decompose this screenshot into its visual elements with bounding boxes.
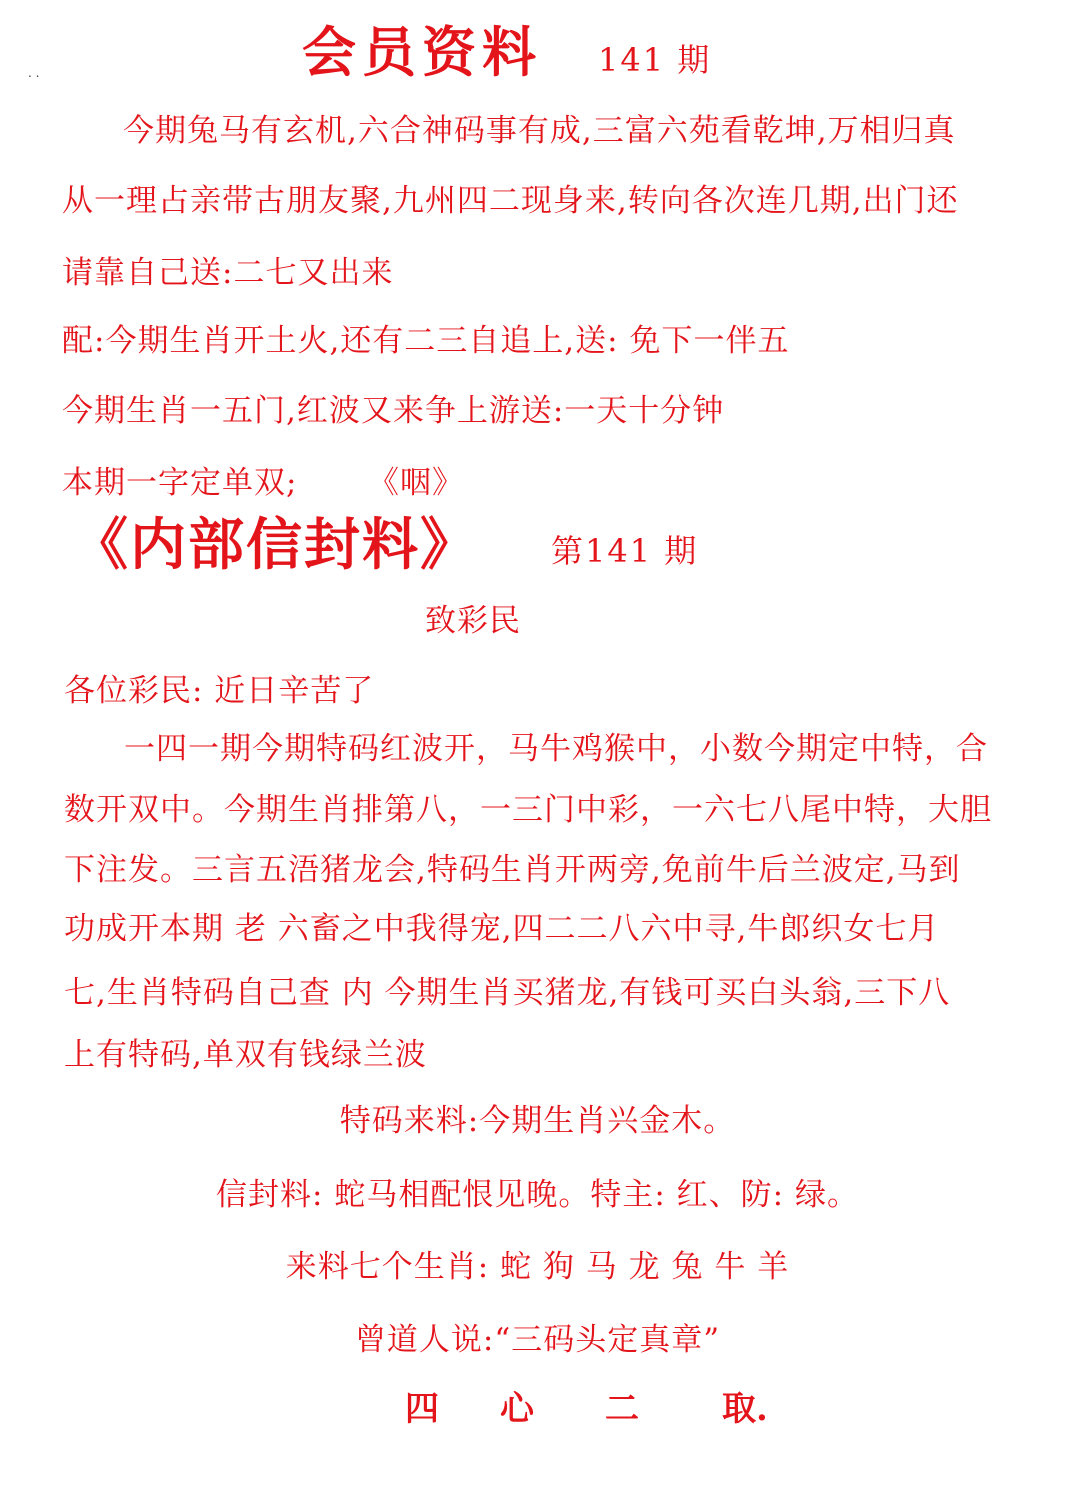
envelope-line-6: 上有特码,单双有钱绿兰波 bbox=[64, 1037, 427, 1073]
envelope-line-4: 功成开本期 老 六畜之中我得宠,四二二八六中寻,牛郎织女七月 bbox=[64, 911, 940, 947]
envelope-title: 《内部信封料》 bbox=[72, 513, 478, 578]
footer-char-4: 取. bbox=[722, 1389, 768, 1429]
special-code-material: 特码来料:今期生肖兴金木。 bbox=[339, 1103, 736, 1139]
envelope-line-5: 七,生肖特码自己查 内 今期生肖买猪龙,有钱可买白头翁,三下八 bbox=[64, 975, 951, 1011]
footer-char-3: 二 bbox=[605, 1389, 639, 1429]
issue-number: 141 期 bbox=[598, 41, 712, 79]
greeting: 各位彩民: 近日辛苦了 bbox=[64, 673, 375, 709]
envelope-line-2: 数开双中。今期生肖排第八，一三门中彩，一六七八尾中特，大胆 bbox=[64, 792, 992, 828]
member-line-2: 从一理占亲带古朋友聚,九州四二现身来,转向各次连几期,出门还 bbox=[62, 183, 959, 219]
member-line-5: 今期生肖一五门,红波又来争上游送:一天十分钟 bbox=[62, 393, 725, 429]
envelope-line-1: 一四一期今期特码红波开，马牛鸡猴中，小数今期定中特，合 bbox=[124, 731, 988, 767]
envelope-issue: 第141 期 bbox=[551, 532, 699, 570]
footer-char-2: 心 bbox=[500, 1389, 534, 1429]
single-double-value: 《咽》 bbox=[368, 465, 464, 501]
member-line-3: 请靠自己送:二七又出来 bbox=[62, 255, 394, 291]
envelope-line-3: 下注发。三言五浯猪龙会,特码生肖开两旁,免前牛后兰波定,马到 bbox=[64, 852, 961, 888]
saying-line: 曾道人说:“三码头定真章” bbox=[354, 1322, 721, 1358]
envelope-subtitle: 致彩民 bbox=[425, 603, 521, 639]
envelope-material: 信封料: 蛇马相配恨见晚。特主: 红、防: 绿。 bbox=[216, 1177, 859, 1213]
page-title: 会员资料 bbox=[302, 21, 542, 84]
seven-zodiac-line: 来料七个生肖: 蛇 狗 马 龙 兔 牛 羊 bbox=[285, 1249, 790, 1285]
footer-char-1: 四 bbox=[405, 1389, 439, 1429]
scan-speck: . . bbox=[28, 66, 40, 80]
member-line-4: 配:今期生肖开土火,还有二三自追上,送: 免下一伴五 bbox=[62, 323, 790, 359]
member-line-1: 今期兔马有玄机,六合神码事有成,三富六苑看乾坤,万相归真 bbox=[123, 113, 956, 149]
single-double-label: 本期一字定单双; bbox=[62, 465, 298, 501]
